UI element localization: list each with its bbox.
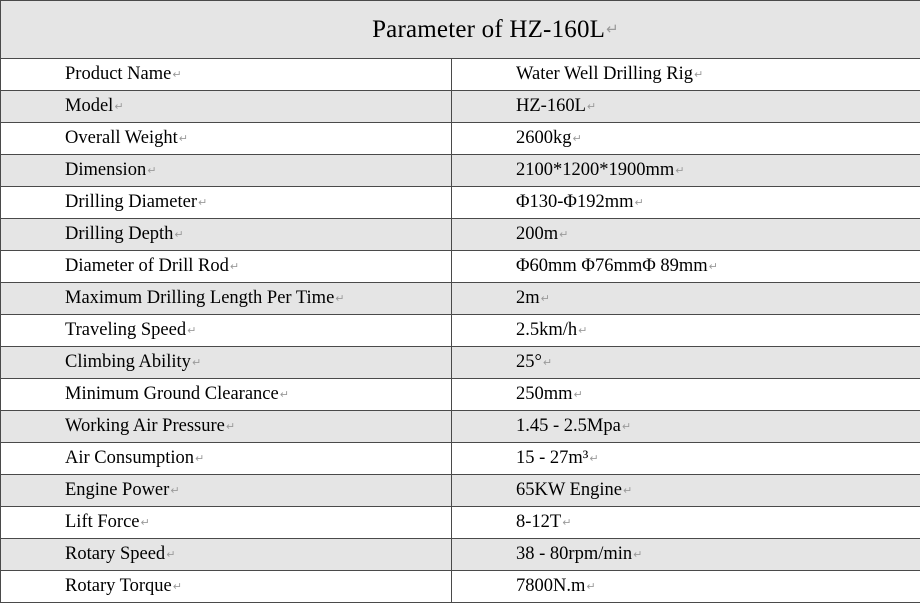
- table-row: [1, 347, 920, 379]
- table-row: [1, 123, 920, 155]
- parameter-name-cell: [1, 411, 452, 443]
- parameter-name-cell: [1, 507, 452, 539]
- parameter-value-cell: [452, 507, 920, 539]
- table-row: [1, 315, 920, 347]
- parameter-value-cell: [452, 443, 920, 475]
- parameter-value-cell: [452, 571, 920, 603]
- parameter-value: 250mm: [516, 384, 573, 404]
- parameter-value-cell: [452, 155, 920, 187]
- paragraph-mark-icon: ↵: [559, 220, 568, 250]
- parameter-value: 2600kg: [516, 128, 572, 148]
- paragraph-mark-icon: ↵: [147, 156, 156, 186]
- parameter-value: 25°: [516, 352, 542, 372]
- parameter-value: 65KW Engine: [516, 480, 622, 500]
- table-row: [1, 379, 920, 411]
- paragraph-mark-icon: ↵: [622, 412, 631, 442]
- parameter-name: Maximum Drilling Length Per Time: [65, 288, 334, 308]
- paragraph-mark-icon: ↵: [574, 380, 583, 410]
- paragraph-mark-icon: ↵: [578, 316, 587, 346]
- paragraph-mark-icon: ↵: [226, 412, 235, 442]
- table-row: [1, 251, 920, 283]
- parameter-table: [0, 59, 920, 603]
- paragraph-mark-icon: ↵: [675, 156, 684, 186]
- parameter-name-cell: [1, 475, 452, 507]
- paragraph-mark-icon: ↵: [589, 444, 598, 474]
- paragraph-mark-icon: ↵: [179, 124, 188, 154]
- paragraph-mark-icon: ↵: [172, 60, 181, 90]
- parameter-name-cell: [1, 187, 452, 219]
- parameter-name: Engine Power: [65, 480, 169, 500]
- parameter-value-cell: [452, 123, 920, 155]
- paragraph-mark-icon: ↵: [230, 252, 239, 282]
- parameter-name-cell: [1, 59, 452, 91]
- parameter-name-cell: [1, 347, 452, 379]
- paragraph-mark-icon: ↵: [541, 284, 550, 314]
- paragraph-mark-icon: ↵: [141, 508, 150, 538]
- table-row: [1, 187, 920, 219]
- parameter-name-cell: [1, 219, 452, 251]
- parameter-value: 200m: [516, 224, 558, 244]
- parameter-value: Φ60mm Φ76mmΦ 89mm: [516, 256, 708, 276]
- parameter-value: 38 - 80rpm/min: [516, 544, 632, 564]
- parameter-value: Water Well Drilling Rig: [516, 64, 693, 84]
- parameter-value-cell: [452, 283, 920, 315]
- parameter-name-cell: [1, 251, 452, 283]
- parameter-name-cell: [1, 539, 452, 571]
- parameter-value: 8-12T: [516, 512, 561, 532]
- paragraph-mark-icon: ↵: [543, 348, 552, 378]
- parameter-name: Product Name: [65, 64, 171, 84]
- parameter-value: 2m: [516, 288, 540, 308]
- parameter-value-cell: [452, 91, 920, 123]
- parameter-name: Traveling Speed: [65, 320, 186, 340]
- table-row: [1, 539, 920, 571]
- parameter-value-cell: [452, 539, 920, 571]
- parameter-name: Working Air Pressure: [65, 416, 225, 436]
- paragraph-mark-icon: ↵: [198, 188, 207, 218]
- parameter-name: Rotary Torque: [65, 576, 172, 596]
- table-row: [1, 91, 920, 123]
- parameter-name: Model: [65, 96, 113, 116]
- paragraph-mark-icon: ↵: [187, 316, 196, 346]
- parameter-name-cell: [1, 155, 452, 187]
- parameter-name: Dimension: [65, 160, 146, 180]
- parameter-name-cell: [1, 443, 452, 475]
- parameter-name-cell: [1, 379, 452, 411]
- paragraph-mark-icon: ↵: [114, 92, 123, 122]
- paragraph-mark-icon: ↵: [573, 124, 582, 154]
- parameter-value: 2.5km/h: [516, 320, 577, 340]
- paragraph-mark-icon: ↵: [635, 188, 644, 218]
- table-row: [1, 411, 920, 443]
- parameter-value-cell: [452, 411, 920, 443]
- paragraph-mark-icon: ↵: [633, 540, 642, 570]
- paragraph-mark-icon: ↵: [173, 572, 182, 602]
- table-row: [1, 507, 920, 539]
- parameter-name: Overall Weight: [65, 128, 178, 148]
- paragraph-mark-icon: ↵: [166, 540, 175, 570]
- parameter-name: Climbing Ability: [65, 352, 191, 372]
- parameter-value-cell: [452, 475, 920, 507]
- parameter-name-cell: [1, 91, 452, 123]
- parameter-name-cell: [1, 283, 452, 315]
- parameter-name: Drilling Depth: [65, 224, 173, 244]
- table-row: [1, 283, 920, 315]
- table-row: [1, 219, 920, 251]
- parameter-name-cell: [1, 123, 452, 155]
- table-row: [1, 475, 920, 507]
- paragraph-mark-icon: ↵: [335, 284, 344, 314]
- title-row: [0, 0, 920, 59]
- parameter-name: Minimum Ground Clearance: [65, 384, 279, 404]
- paragraph-mark-icon: ↵: [586, 572, 595, 602]
- paragraph-mark-icon: ↵: [195, 444, 204, 474]
- parameter-value-cell: [452, 187, 920, 219]
- paragraph-mark-icon: ↵: [694, 60, 703, 90]
- parameter-name: Air Consumption: [65, 448, 194, 468]
- parameter-name: Drilling Diameter: [65, 192, 197, 212]
- parameter-value: Φ130-Φ192mm: [516, 192, 634, 212]
- parameter-value-cell: [452, 251, 920, 283]
- parameter-value: 2100*1200*1900mm: [516, 160, 674, 180]
- parameter-value-cell: [452, 347, 920, 379]
- parameter-name-cell: [1, 571, 452, 603]
- parameter-value-cell: [452, 379, 920, 411]
- paragraph-mark-icon: ↵: [587, 92, 596, 122]
- parameter-name: Rotary Speed: [65, 544, 165, 564]
- parameter-name: Lift Force: [65, 512, 140, 532]
- table-row: [1, 155, 920, 187]
- parameter-value: HZ-160L: [516, 96, 586, 116]
- parameter-value: 7800N.m: [516, 576, 585, 596]
- parameter-value-cell: [452, 219, 920, 251]
- parameter-value-cell: [452, 315, 920, 347]
- paragraph-mark-icon: ↵: [606, 20, 619, 38]
- parameter-name-cell: [1, 315, 452, 347]
- paragraph-mark-icon: ↵: [709, 252, 718, 282]
- parameter-value: 15 - 27m³: [516, 448, 588, 468]
- parameter-value-cell: [452, 59, 920, 91]
- parameter-name: Diameter of Drill Rod: [65, 256, 229, 276]
- paragraph-mark-icon: ↵: [174, 220, 183, 250]
- paragraph-mark-icon: ↵: [562, 508, 571, 538]
- page-title: Parameter of HZ-160L↵: [372, 16, 619, 44]
- table-row: [1, 443, 920, 475]
- parameter-value: 1.45 - 2.5Mpa: [516, 416, 621, 436]
- table-row: [1, 59, 920, 91]
- paragraph-mark-icon: ↵: [170, 476, 179, 506]
- table-row: [1, 571, 920, 603]
- paragraph-mark-icon: ↵: [280, 380, 289, 410]
- paragraph-mark-icon: ↵: [623, 476, 632, 506]
- paragraph-mark-icon: ↵: [192, 348, 201, 378]
